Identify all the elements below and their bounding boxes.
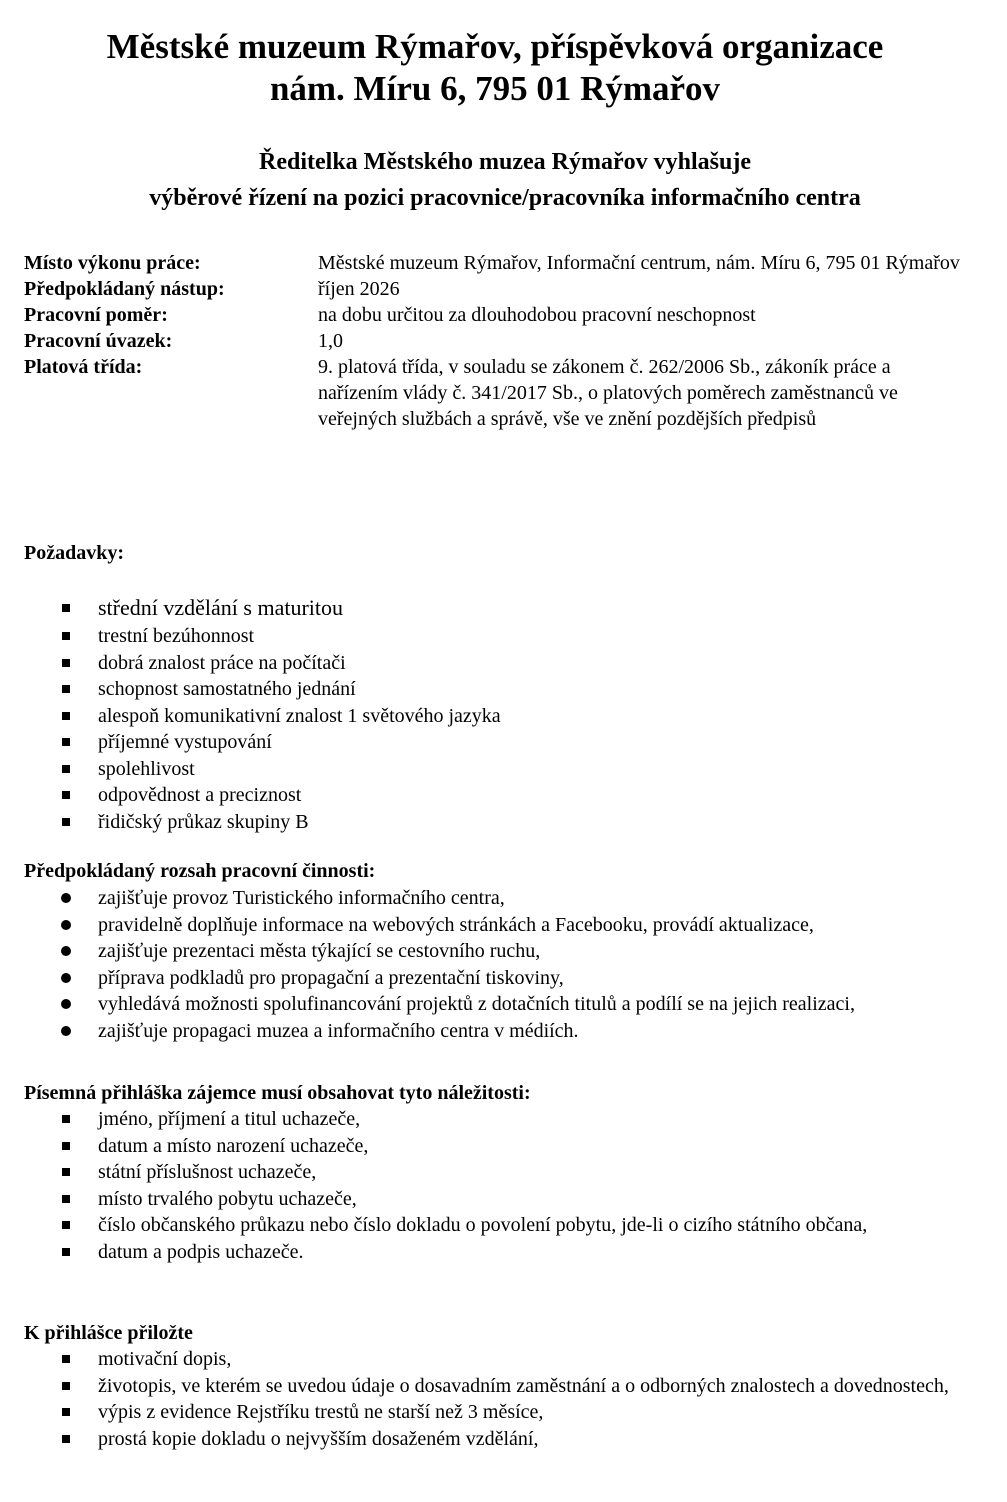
attachments-list [24,1346,968,1452]
square-bullet-icon [62,1142,70,1150]
list-item: místo trvalého pobytu uchazeče, [24,1186,968,1213]
attachments-title: K přihlášce přiložte [24,1322,193,1344]
square-bullet-icon [62,1382,70,1390]
organization-name: Městské muzeum Rýmařov, příspěvková organizace [106,27,884,66]
info-label: Platová třída: [24,356,143,378]
announcement-heading [0,144,1007,216]
square-bullet-icon [62,791,70,799]
application-list [24,1106,968,1265]
square-bullet-icon [62,818,70,826]
list-item: spolehlivost [24,756,968,783]
list-item: zajišťuje provoz Turistického informačního centra, [24,885,968,912]
list-item: datum a podpis uchazeče. [24,1239,968,1266]
info-value: Městské muzeum Rýmařov, Informační centrum, nám. Míru 6, 795 01 Rýmařov [318,252,960,274]
square-bullet-icon [62,738,70,746]
square-bullet-icon [62,1168,70,1176]
info-label: Pracovní poměr: [24,304,168,326]
square-bullet-icon [62,1195,70,1203]
list-item: prostá kopie dokladu o nejvyšším dosaženém vzdělání, [24,1426,968,1453]
round-bullet-icon [61,973,71,983]
activities-list [24,885,968,1044]
square-bullet-icon [62,604,70,612]
info-value: 1,0 [318,330,343,352]
info-label: Pracovní úvazek: [24,330,173,352]
round-bullet-icon [61,1026,71,1036]
square-bullet-icon [62,712,70,720]
info-row-employment [24,302,974,328]
announcement-line-1: Ředitelka Městského muzea Rýmařov vyhlašuje [259,149,751,175]
requirements-title: Požadavky: [24,542,124,564]
list-item: zajišťuje prezentaci města týkající se cestovního ruchu, [24,938,968,965]
square-bullet-icon [62,685,70,693]
document-header [0,26,990,110]
square-bullet-icon [62,1221,70,1229]
square-bullet-icon [62,1115,70,1123]
square-bullet-icon [62,1355,70,1363]
square-bullet-icon [62,632,70,640]
list-item: příjemné vystupování [24,729,968,756]
job-info-table [24,250,974,432]
list-item: státní příslušnost uchazeče, [24,1159,968,1186]
list-item: číslo občanského průkazu nebo číslo dokladu o povolení pobytu, jde-li o cizího státního občana, [24,1212,968,1239]
list-item: odpovědnost a preciznost [24,782,968,809]
list-item: alespoň komunikativní znalost 1 světového jazyka [24,703,968,730]
square-bullet-icon [62,1248,70,1256]
list-item: střední vzdělání s maturitou [24,593,968,623]
info-label: Předpokládaný nástup: [24,278,225,300]
list-item: zajišťuje propagaci muzea a informačního centra v médiích. [24,1018,968,1045]
square-bullet-icon [62,1435,70,1443]
list-item: vyhledává možnosti spolufinancování projektů z dotačních titulů a podílí se na jejich realizaci, [24,991,968,1018]
list-item: příprava podkladů pro propagační a prezentační tiskoviny, [24,965,968,992]
info-label: Místo výkonu práce: [24,252,201,274]
list-item: dobrá znalost práce na počítači [24,650,968,677]
list-item: datum a místo narození uchazeče, [24,1133,968,1160]
round-bullet-icon [61,999,71,1009]
round-bullet-icon [61,946,71,956]
list-item: řidičský průkaz skupiny B [24,809,968,836]
requirements-list [24,593,968,835]
info-row-workload [24,328,974,354]
square-bullet-icon [62,1408,70,1416]
list-item: pravidelně doplňuje informace na webových stránkách a Facebooku, provádí aktualizace, [24,912,968,939]
list-item: schopnost samostatného jednání [24,676,968,703]
info-row-place [24,250,974,276]
info-value: 9. platová třída, v souladu se zákonem č. 262/2006 Sb., zákoník práce a nařízením vlády č. 341/2017 Sb., o platových poměrech zaměstnanců ve veřejných službách a správě, vše ve znění pozdějších předpisů [318,356,898,430]
round-bullet-icon [61,920,71,930]
info-row-salary-class [24,354,974,432]
announcement-line-2: výběrové řízení na pozici pracovnice/pracovníka informačního centra [149,185,861,211]
square-bullet-icon [62,659,70,667]
info-value: říjen 2026 [318,278,400,300]
list-item: výpis z evidence Rejstříku trestů ne starší než 3 měsíce, [24,1399,968,1426]
organization-address: nám. Míru 6, 795 01 Rýmařov [269,69,721,108]
info-value: na dobu určitou za dlouhodobou pracovní neschopnost [318,304,756,326]
list-item: životopis, ve kterém se uvedou údaje o dosavadním zaměstnání a o odborných znalostech a dovednostech, [24,1373,968,1400]
info-row-start [24,276,974,302]
list-item: motivační dopis, [24,1346,968,1373]
list-item: trestní bezúhonnost [24,623,968,650]
round-bullet-icon [61,893,71,903]
application-title: Písemná přihláška zájemce musí obsahovat tyto náležitosti: [24,1082,531,1104]
square-bullet-icon [62,765,70,773]
activities-title: Předpokládaný rozsah pracovní činnosti: [24,860,376,882]
list-item: jméno, příjmení a titul uchazeče, [24,1106,968,1133]
